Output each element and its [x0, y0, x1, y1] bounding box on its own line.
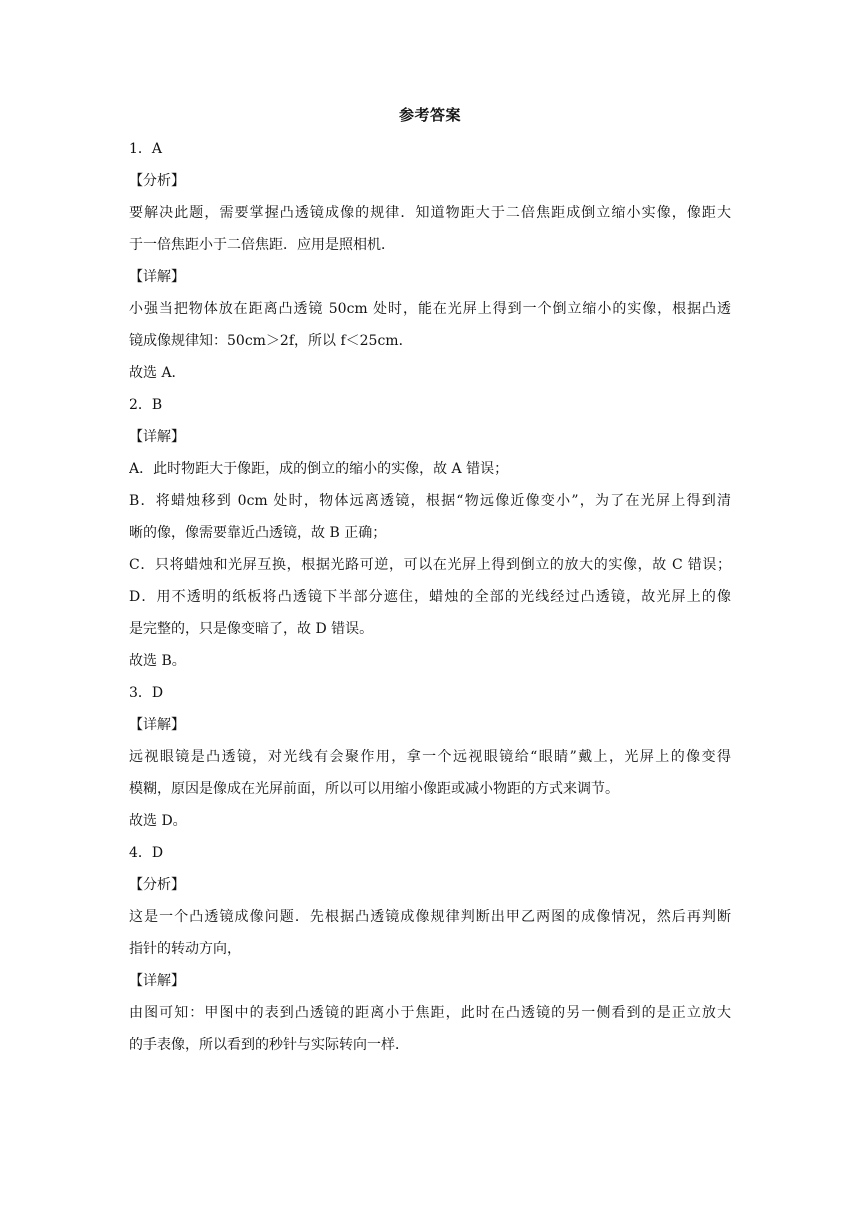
paragraph-line: 于一倍焦距小于二倍焦距．应用是照相机． [129, 237, 395, 253]
paragraph-line: 要解决此题，需要掌握凸透镜成像的规律．知道物距大于二倍焦距成倒立缩小实像，像距大 [129, 205, 731, 221]
section-heading-analysis: 【分析】 [129, 877, 185, 893]
paragraph-line: 晰的像，像需要靠近凸透镜，故 B 正确； [129, 525, 387, 541]
section-heading-detail: 【详解】 [129, 429, 185, 445]
conclusion-line: 故选 B。 [129, 653, 186, 669]
section-heading-analysis: 【分析】 [129, 173, 185, 189]
option-line: D．用不透明的纸板将凸透镜下半部分遮住，蜡烛的全部的光线经过凸透镜，故光屏上的像 [129, 589, 731, 605]
paragraph-line: 模糊，原因是像成在光屏前面，所以可以用缩小像距或减小物距的方式来调节。 [129, 781, 619, 797]
answer-number-4: 4．D [129, 845, 164, 861]
paragraph-line: 的手表像，所以看到的秒针与实际转向一样． [129, 1037, 409, 1053]
answer-number-3: 3．D [129, 685, 164, 701]
answer-content [129, 133, 731, 1061]
option-line: C．只将蜡烛和光屏互换，根据光路可逆，可以在光屏上得到倒立的放大的实像，故 C 错误； [129, 557, 731, 573]
page-title: 参考答案 [398, 106, 461, 124]
paragraph-line: 远视眼镜是凸透镜，对光线有会聚作用，拿一个远视眼镜给“眼睛”戴上，光屏上的像变得 [129, 749, 731, 765]
paragraph-line: 由图可知：甲图中的表到凸透镜的距离小于焦距，此时在凸透镜的另一侧看到的是正立放大 [129, 1005, 731, 1021]
paragraph-line: 是完整的，只是像变暗了，故 D 错误。 [129, 621, 374, 637]
conclusion-line: 故选 A． [129, 365, 186, 381]
paragraph-line: 指针的转动方向， [129, 941, 241, 957]
paragraph-line: 小强当把物体放在距离凸透镜 50cm 处时，能在光屏上得到一个倒立缩小的实像，根据凸透 [129, 301, 731, 317]
answer-number-1: 1．A [129, 141, 163, 157]
conclusion-line: 故选 D。 [129, 813, 187, 829]
section-heading-detail: 【详解】 [129, 717, 185, 733]
section-heading-detail: 【详解】 [129, 973, 185, 989]
option-line: B．将蜡烛移到 0cm 处时，物体远离透镜，根据“物远像近像变小”，为了在光屏上得到清 [129, 493, 731, 509]
paragraph-line: 这是一个凸透镜成像问题．先根据凸透镜成像规律判断出甲乙两图的成像情况，然后再判断 [129, 909, 731, 925]
section-heading-detail: 【详解】 [129, 269, 185, 285]
paragraph-line: 镜成像规律知：50cm＞2f，所以 f＜25cm． [129, 333, 413, 349]
answer-number-2: 2．B [129, 397, 163, 413]
option-line: A．此时物距大于像距，成的倒立的缩小的实像，故 A 错误； [129, 461, 509, 477]
